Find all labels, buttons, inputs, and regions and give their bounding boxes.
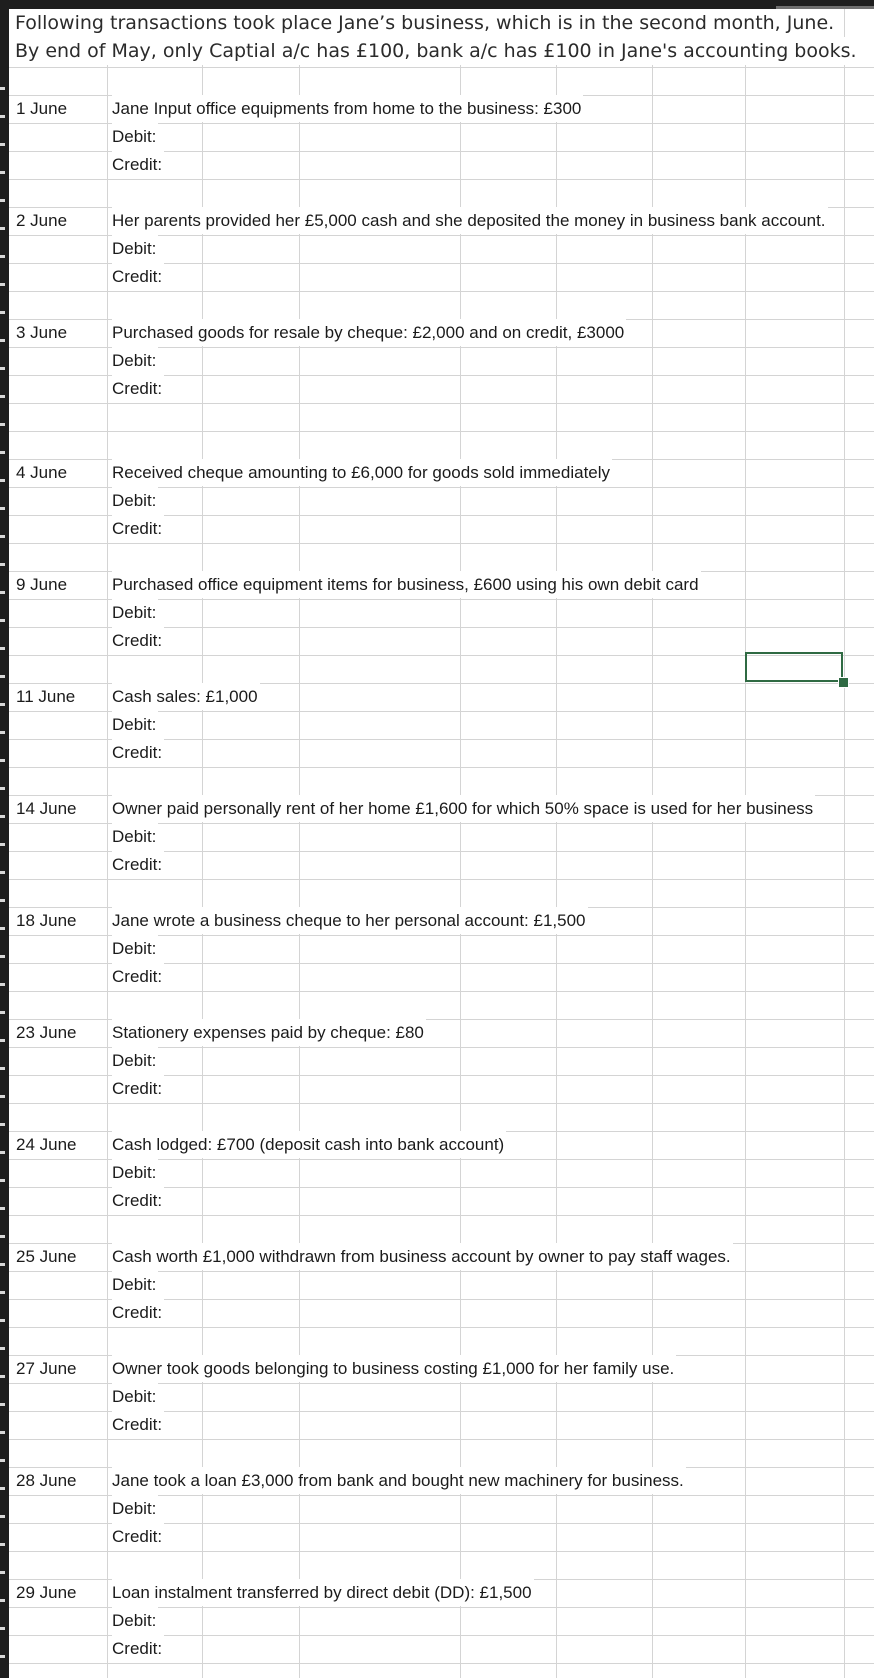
row-number-stub [0, 283, 5, 286]
debit-label[interactable]: Debit: [112, 935, 158, 962]
grid-column-line [844, 9, 845, 1678]
transaction-date[interactable]: 18 June [16, 911, 77, 930]
grid-row-line [9, 1327, 874, 1328]
row-number-stub [0, 1627, 5, 1630]
grid-column-line [202, 9, 203, 1678]
transaction-date[interactable]: 9 June [16, 575, 68, 594]
transaction-description[interactable]: Jane Input office equipments from home to the business: £300 [112, 95, 583, 122]
debit-label[interactable]: Debit: [112, 1495, 158, 1522]
row-number-stub [0, 927, 5, 930]
row-number-stub [0, 703, 5, 706]
credit-label[interactable]: Credit: [112, 1523, 164, 1550]
grid-column-line [460, 9, 461, 1678]
credit-label[interactable]: Credit: [112, 1187, 164, 1214]
grid-row-line [9, 179, 874, 180]
transaction-description[interactable]: Her parents provided her £5,000 cash and she deposited the money in business bank account. [112, 207, 828, 234]
credit-label[interactable]: Credit: [112, 627, 164, 654]
debit-label[interactable]: Debit: [112, 123, 158, 150]
row-number-stub [0, 451, 5, 454]
grid-row-line [9, 991, 874, 992]
row-number-stub [0, 647, 5, 650]
row-number-stub [0, 675, 5, 678]
transaction-date[interactable]: 29 June [16, 1583, 77, 1602]
transaction-date[interactable]: 28 June [16, 1471, 77, 1490]
row-number-stub [0, 1235, 5, 1238]
row-number-stub [0, 1459, 5, 1462]
row-number-stub [0, 423, 5, 426]
grid-row-line [9, 1439, 874, 1440]
row-number-stub [0, 227, 5, 230]
row-number-stub [0, 1599, 5, 1602]
row-number-stub [0, 87, 5, 90]
row-number-stub [0, 1011, 5, 1014]
transaction-description[interactable]: Owner took goods belonging to business costing £1,000 for her family use. [112, 1355, 676, 1382]
debit-label[interactable]: Debit: [112, 1159, 158, 1186]
transaction-date[interactable]: 11 June [16, 687, 76, 706]
transaction-date[interactable]: 3 June [16, 323, 68, 342]
row-number-stub [0, 1655, 5, 1658]
row-number-stub [0, 535, 5, 538]
debit-label[interactable]: Debit: [112, 711, 158, 738]
grid-row-line [9, 67, 874, 68]
row-number-stub [0, 1319, 5, 1322]
row-number-stub [0, 759, 5, 762]
row-number-stub [0, 731, 5, 734]
fill-handle[interactable] [838, 677, 849, 688]
row-number-stub [0, 1039, 5, 1042]
debit-label[interactable]: Debit: [112, 347, 158, 374]
grid-row-line [9, 1215, 874, 1216]
row-number-stub [0, 1067, 5, 1070]
row-number-stub [0, 843, 5, 846]
row-number-stub [0, 563, 5, 566]
row-number-stub [0, 255, 5, 258]
debit-label[interactable]: Debit: [112, 1607, 158, 1634]
transaction-description[interactable]: Purchased goods for resale by cheque: £2,000 and on credit, £3000 [112, 319, 626, 346]
debit-label[interactable]: Debit: [112, 599, 158, 626]
row-number-stub [0, 899, 5, 902]
credit-label[interactable]: Credit: [112, 1635, 164, 1662]
transaction-description[interactable]: Jane wrote a business cheque to her personal account: £1,500 [112, 907, 588, 934]
debit-label[interactable]: Debit: [112, 487, 158, 514]
row-number-stub [0, 871, 5, 874]
grid-row-line [9, 403, 874, 404]
transaction-date[interactable]: 25 June [16, 1247, 77, 1266]
column-header-bar [0, 0, 874, 9]
grid-row-line [9, 879, 874, 880]
row-number-stub [0, 479, 5, 482]
transaction-description[interactable]: Purchased office equipment items for business, £600 using his own debit card [112, 571, 701, 598]
row-number-stub [0, 1151, 5, 1154]
debit-label[interactable]: Debit: [112, 1383, 158, 1410]
credit-label[interactable]: Credit: [112, 151, 164, 178]
row-number-stub [0, 339, 5, 342]
row-number-stub [0, 591, 5, 594]
row-number-stub [0, 787, 5, 790]
header-line-1[interactable]: Following transactions took place Jane’s business, which is in the second month, June. [15, 9, 836, 37]
row-number-stub [0, 955, 5, 958]
debit-label[interactable]: Debit: [112, 1047, 158, 1074]
transaction-date[interactable]: 14 June [16, 799, 77, 818]
debit-label[interactable]: Debit: [112, 823, 158, 850]
grid-row-line [9, 1103, 874, 1104]
transaction-description[interactable]: Stationery expenses paid by cheque: £80 [112, 1019, 426, 1046]
transaction-date[interactable]: 1 June [16, 99, 68, 118]
grid-row-line [9, 1663, 874, 1664]
row-number-stub [0, 1207, 5, 1210]
grid-column-line [745, 9, 746, 1678]
grid-column-line [107, 9, 108, 1678]
credit-label[interactable]: Credit: [112, 851, 164, 878]
credit-label[interactable]: Credit: [112, 739, 164, 766]
row-number-stub [0, 143, 5, 146]
grid-column-line [556, 9, 557, 1678]
row-number-stub [0, 1291, 5, 1294]
row-number-stub [0, 1403, 5, 1406]
grid-row-line [9, 1551, 874, 1552]
transaction-description[interactable]: Cash lodged: £700 (deposit cash into bank account) [112, 1131, 506, 1158]
transaction-date[interactable]: 24 June [16, 1135, 77, 1154]
row-number-stub [0, 1263, 5, 1266]
row-number-stub [0, 1095, 5, 1098]
debit-label[interactable]: Debit: [112, 1271, 158, 1298]
row-number-stub [0, 367, 5, 370]
grid-row-line [9, 767, 874, 768]
credit-label[interactable]: Credit: [112, 1411, 164, 1438]
row-number-stub [0, 1571, 5, 1574]
row-number-stub [0, 311, 5, 314]
transaction-date[interactable]: 23 June [16, 1023, 77, 1042]
row-number-stub [0, 1179, 5, 1182]
header-line-2[interactable]: By end of May, only Captial a/c has £100, bank a/c has £100 in Jane's accounting books. [15, 37, 859, 65]
grid-column-line [652, 9, 653, 1678]
grid-row-line [9, 431, 874, 432]
row-number-stub [0, 1487, 5, 1490]
credit-label[interactable]: Credit: [112, 263, 164, 290]
row-number-stub [0, 395, 5, 398]
row-number-stub [0, 171, 5, 174]
row-number-stub [0, 619, 5, 622]
debit-label[interactable]: Debit: [112, 235, 158, 262]
row-number-stub [0, 507, 5, 510]
transaction-date[interactable]: 27 June [16, 1359, 77, 1378]
credit-label[interactable]: Credit: [112, 1299, 164, 1326]
row-number-stub [0, 1431, 5, 1434]
active-cell-selection[interactable] [745, 652, 843, 682]
transaction-description[interactable]: Owner paid personally rent of her home £1,600 for which 50% space is used for her business [112, 795, 815, 822]
transaction-description[interactable]: Cash worth £1,000 withdrawn from business account by owner to pay staff wages. [112, 1243, 733, 1270]
grid-row-line [9, 543, 874, 544]
transaction-description[interactable]: Jane took a loan £3,000 from bank and bought new machinery for business. [112, 1467, 686, 1494]
row-number-stub [0, 983, 5, 986]
row-number-stub [0, 1543, 5, 1546]
row-number-stub [0, 1375, 5, 1378]
credit-label[interactable]: Credit: [112, 1075, 164, 1102]
row-number-stub [0, 1123, 5, 1126]
credit-label[interactable]: Credit: [112, 375, 164, 402]
row-number-stub [0, 815, 5, 818]
credit-label[interactable]: Credit: [112, 963, 164, 990]
grid-column-line [299, 9, 300, 1678]
row-header-strip [0, 0, 9, 1678]
row-number-stub [0, 115, 5, 118]
transaction-date[interactable]: 4 June [16, 463, 68, 482]
row-number-stub [0, 1347, 5, 1350]
credit-label[interactable]: Credit: [112, 515, 164, 542]
transaction-description[interactable]: Loan instalment transferred by direct debit (DD): £1,500 [112, 1579, 534, 1606]
grid-row-line [9, 291, 874, 292]
row-number-stub [0, 1515, 5, 1518]
transaction-date[interactable]: 2 June [16, 211, 68, 230]
transaction-description[interactable]: Cash sales: £1,000 [112, 683, 260, 710]
transaction-description[interactable]: Received cheque amounting to £6,000 for goods sold immediately [112, 459, 612, 486]
row-number-stub [0, 199, 5, 202]
